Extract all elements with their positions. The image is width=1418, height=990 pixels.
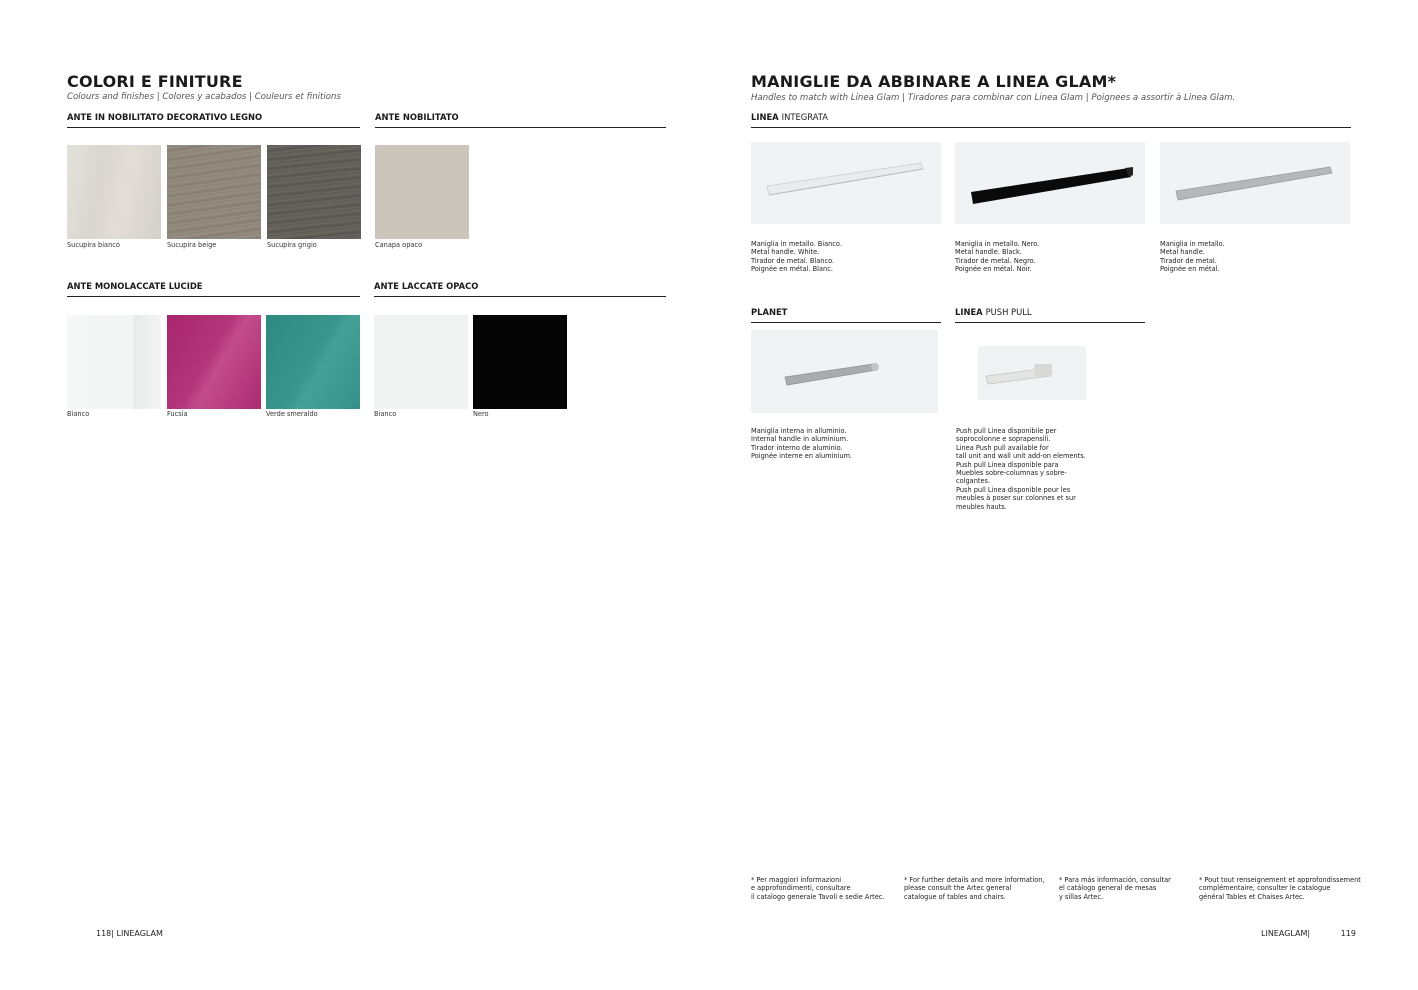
swatch-fucsia (167, 315, 261, 409)
right-folio: LINEAGLAM| 119 (1261, 929, 1356, 938)
handle-black-icon (955, 142, 1145, 224)
integrata-desc-aluminium (1160, 240, 1225, 274)
desc-line: Push pull Linea disponibile per (956, 427, 1057, 435)
section-heading-planet: PLANET (751, 307, 941, 323)
desc-line: Maniglia in metallo. (1160, 240, 1225, 248)
handle-photo-white (751, 142, 941, 224)
desc-line: Poignée interne en aluminium. (751, 452, 853, 461)
handle-photo-planet (751, 330, 938, 413)
heading-light: PUSH PULL (985, 307, 1032, 317)
push-pull-desc (956, 427, 1086, 511)
swatch-nero (473, 315, 567, 409)
desc-line: colgantes. (956, 477, 991, 486)
desc-line: Metal handle. (1160, 248, 1205, 257)
footnote-line: * Pout tout renseignement et approfondissement (1199, 876, 1361, 884)
page-number: 119 (1340, 929, 1356, 938)
footnote-line: el catálogo general de mesas (1059, 884, 1157, 893)
desc-line: tall unit and wall unit add-on elements. (956, 452, 1086, 461)
desc-line: Muebles sobre-columnas y sobre- (956, 469, 1067, 478)
swatch-verde-smeraldo (266, 315, 360, 409)
desc-line: meubles hauts. (956, 502, 1007, 511)
footnote-en (904, 876, 1045, 901)
desc-line: soprocolonne e soprapensili. (956, 435, 1051, 444)
section-heading-push-pull (955, 307, 1145, 323)
integrata-desc-white (751, 240, 842, 274)
swatch-label: Fucsia (167, 410, 188, 418)
desc-line: Tirador de metal. (1160, 256, 1217, 265)
planet-desc (751, 427, 852, 461)
footnote-fr (1199, 876, 1361, 901)
right-page-title: MANIGLIE DA ABBINARE A LINEA GLAM* (751, 72, 1117, 91)
desc-line: Push pull Linea disponible pour les (956, 485, 1071, 494)
footnote-line: * For further details and more information, (904, 876, 1045, 884)
swatch-sucupira-bianco (67, 145, 161, 239)
footnote-line: y sillas Artec. (1059, 892, 1104, 901)
section-heading-monolaccate: ANTE MONOLACCATE LUCIDE (67, 281, 360, 297)
desc-line: Metal handle. White. (751, 248, 820, 257)
desc-line: Push pull Linea disponible para (956, 460, 1059, 469)
swatch-label: Verde smeraldo (266, 410, 318, 418)
footnote-es (1059, 876, 1171, 901)
heading-bold: LINEA (751, 112, 779, 122)
section-heading-linea-integrata (751, 112, 1351, 128)
footnote-line: il catalogo generale Tavoli e sedie Artec. (751, 892, 885, 901)
left-folio: 118| LINEAGLAM (96, 929, 163, 938)
swatch-sucupira-beige (167, 145, 261, 239)
page-number: 118 (96, 929, 112, 938)
handle-aluminium-icon (1160, 142, 1350, 224)
swatch-label: Bianco (374, 410, 397, 418)
footnote-it (751, 876, 885, 901)
handle-push-pull-icon (978, 346, 1086, 400)
folio-label: LINEAGLAM (1261, 929, 1308, 938)
heading-bold: LINEA (955, 307, 983, 317)
desc-line: Metal handle. Black. (955, 248, 1022, 257)
desc-line: Tirador de metal. Negro. (955, 256, 1036, 265)
desc-line: Poignée en métal. (1160, 265, 1220, 274)
left-page-subtitle: Colours and finishes | Colores y acabados | Couleurs et finitions (67, 92, 341, 102)
footnote-line: général Tables et Chaises Artec. (1199, 892, 1305, 901)
desc-line: Internal handle in aluminium. (751, 435, 849, 444)
desc-line: Maniglia interna in alluminio. (751, 427, 847, 435)
footnote-line: e approfondimenti, consultare (751, 884, 851, 893)
swatch-label: Sucupira beige (167, 241, 217, 249)
right-page-subtitle: Handles to match with Linea Glam | Tiradores para combinar con Linea Glam | Poignees a assortir à Linea Glam. (751, 93, 1236, 103)
swatch-label: Nero (473, 410, 489, 418)
desc-line: Maniglia in metallo. Nero. (955, 240, 1040, 248)
handle-photo-push-pull (978, 346, 1086, 400)
footnote-line: * Para más información, consultar (1059, 876, 1171, 884)
handle-photo-aluminium (1160, 142, 1350, 224)
handle-white-icon (751, 142, 941, 224)
integrata-desc-black (955, 240, 1039, 274)
footnote-line: complémentaire, consulter le catalogue (1199, 884, 1331, 893)
desc-line: Tirador de metal. Blanco. (751, 256, 835, 265)
handle-photo-black (955, 142, 1145, 224)
folio-label: LINEAGLAM (116, 929, 163, 938)
swatch-label: Sucupira bianco (67, 241, 120, 249)
handle-planet-icon (751, 330, 938, 413)
desc-line: Linea Push pull available for (956, 443, 1049, 452)
desc-line: meubles à poser sur colonnes et sur (956, 494, 1076, 503)
swatch-label: Canapa opaco (375, 241, 423, 249)
desc-line: Tirador interno de aluminio. (751, 443, 843, 452)
swatch-sucupira-grigio (267, 145, 361, 239)
section-heading-laccate: ANTE LACCATE OPACO (374, 281, 666, 297)
swatch-canapa-opaco (375, 145, 469, 239)
left-page-title: COLORI E FINITURE (67, 72, 243, 91)
swatch-bianco-opaco (374, 315, 468, 409)
desc-line: Maniglia in metallo. Bianco. (751, 240, 842, 248)
footnote-line: please consult the Artec general (904, 884, 1012, 893)
footnote-line: * Per maggiori informazioni (751, 876, 842, 884)
swatch-label: Bianco (67, 410, 90, 418)
footnote-line: catalogue of tables and chairs. (904, 892, 1006, 901)
desc-line: Poignée en métal. Blanc. (751, 265, 833, 274)
section-heading-legno: ANTE IN NOBILITATO DECORATIVO LEGNO (67, 112, 360, 128)
section-heading-nobilitato: ANTE NOBILITATO (375, 112, 666, 128)
heading-light: INTEGRATA (781, 112, 828, 122)
desc-line: Poignée en métal. Noir. (955, 265, 1032, 274)
swatch-label: Sucupira grigio (267, 241, 317, 249)
swatch-bianco-lucido (67, 315, 161, 409)
